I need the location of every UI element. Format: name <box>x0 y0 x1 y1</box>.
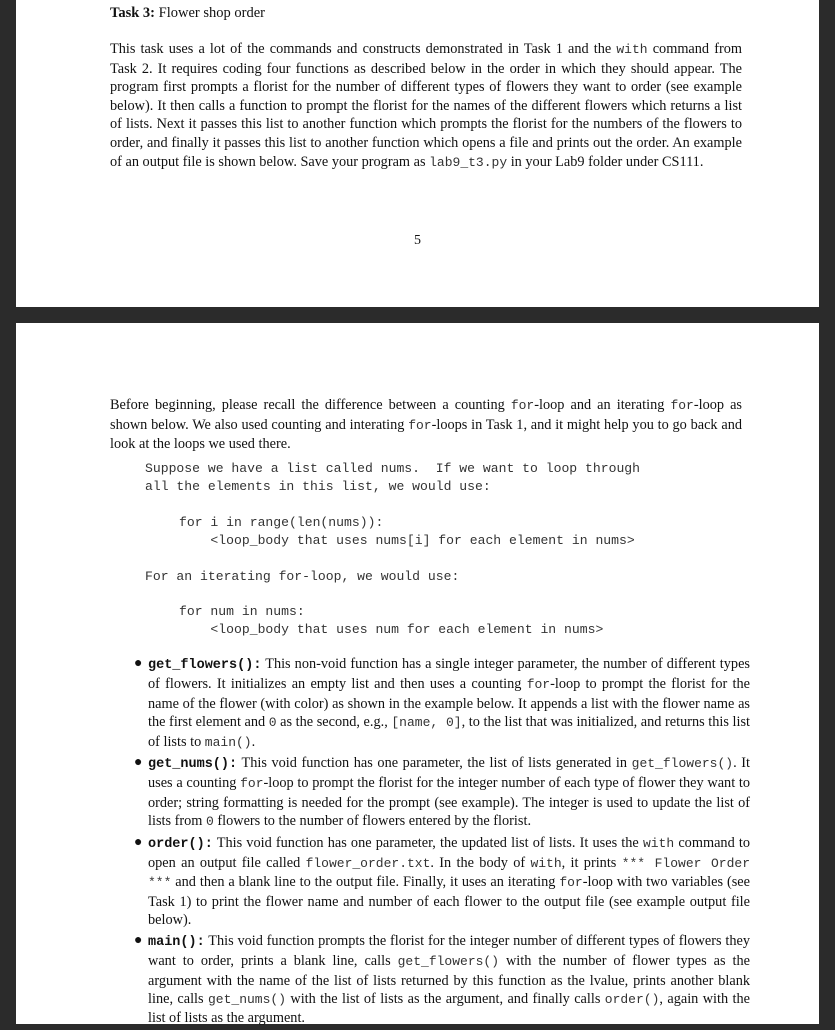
text-run: as the second, e.g., <box>276 714 392 731</box>
task-description <box>110 40 742 172</box>
inline-code: with <box>616 42 648 57</box>
bullet-text <box>148 933 750 1027</box>
function-name: main(): <box>148 934 205 950</box>
text-run: flowers to the number of flowers entered by the florist. <box>213 813 532 830</box>
task-name: Flower shop order <box>155 5 265 21</box>
text-run: This void function has one parameter, the list of lists generated in <box>237 755 632 772</box>
inline-code: 0 <box>268 715 277 731</box>
bullet-dot: ● <box>134 755 143 771</box>
text-run: This void function prompts the florist for the integer number of different types of flowers they want to order, prints a blank line, calls <box>148 932 750 970</box>
bullet-text <box>148 656 750 750</box>
inline-code: for <box>240 776 264 792</box>
text-run: -loop with two variables (see Task 1) to print the flower name and number of each flower to the output file (see example output file below). <box>148 874 750 929</box>
text-run: -loop and an iterating <box>534 397 671 413</box>
text-run: command to open an output file called <box>148 834 751 872</box>
text-run: -loop to prompt the florist for the name of the flower (with color) as shown in the example below. It appends a list with the flower name as the first element and <box>148 676 750 731</box>
bullet-dot: ● <box>134 656 143 671</box>
inline-code: get_flowers() <box>397 954 500 970</box>
text-run: with the list of lists as the argument, and finally calls <box>286 990 605 1007</box>
inline-code: get_nums() <box>207 991 286 1007</box>
document-page-2 <box>16 323 819 1027</box>
code-block-iterating-intro: For an iterating for-loop, we would use: <box>145 569 460 584</box>
bullet-text <box>148 755 750 829</box>
code-block-counting-loop: for i in range(len(nums)): <loop_body that uses nums[i] for each element in nums> <box>179 515 635 548</box>
text-run: , again with the list of lists as the argument. <box>148 990 750 1027</box>
inline-code: lab9_t3.py <box>429 154 508 170</box>
inline-code: main() <box>204 734 252 750</box>
code-block-intro: Suppose we have a list called nums. If we want to loop through all the elements in this list, we would use: <box>145 461 641 494</box>
text-run: -loop as shown below. We also used counting and interating <box>110 397 742 433</box>
inline-code: [name, 0] <box>391 715 462 731</box>
inline-code: 0 <box>205 814 214 830</box>
text-run: . It uses a counting <box>148 755 750 792</box>
inline-code: with <box>642 835 675 851</box>
text-run: This non-void function has a single integer parameter, the number of different types of flowers. It initializes an empty list and then uses a counting <box>148 656 750 693</box>
text-run: -loops in Task 1, and it might help you to go back and look at the loops we used there. <box>110 416 742 453</box>
text-run: This task uses a lot of the commands and constructs demonstrated in Task 1 and the <box>110 41 617 57</box>
loop-intro-paragraph <box>110 396 742 454</box>
text-run: , to the list that was initialized, and returns this list of lists to <box>148 714 751 750</box>
task-label: Task 3: <box>110 5 156 21</box>
inline-code: for <box>408 417 432 433</box>
bullet-order <box>110 834 750 930</box>
page-number: 5 <box>414 233 421 248</box>
inline-code: flower_order.txt <box>305 856 431 872</box>
inline-code: for <box>510 398 535 413</box>
inline-code: for <box>526 677 551 693</box>
text-run: , it prints <box>561 855 622 872</box>
task-heading <box>110 5 265 22</box>
inline-code: for <box>670 398 694 413</box>
bullet-dot: ● <box>134 932 143 948</box>
function-list <box>110 655 750 1030</box>
bullet-get-nums <box>110 754 750 832</box>
text-run: -loop to prompt the florist for the integer number of each type of flower they want to order; string formatting is needed for the prompt (see example). The integer is used to update the list of lists from <box>148 775 750 830</box>
inline-code: with <box>530 856 562 872</box>
text-run: . <box>251 733 256 750</box>
text-run: with the number of flower types as the argument with the name of the list of lists returned by this function as the lvalue, prints another blank line, calls <box>148 953 750 1007</box>
text-run: and then a blank line to the output file. Finally, it uses an iterating <box>171 874 560 891</box>
inline-code: order() <box>604 991 660 1007</box>
inline-code: *** Flower Order *** <box>148 856 750 891</box>
function-name: get_nums(): <box>148 757 238 773</box>
function-name: order(): <box>148 836 213 852</box>
bullet-get-flowers <box>110 655 750 752</box>
code-block-iterating-loop: for num in nums: <loop_body that uses num for each element in nums> <box>179 604 604 637</box>
text-run: . In the body of <box>430 855 531 872</box>
bullet-main <box>110 932 750 1028</box>
document-page-1 <box>16 0 819 307</box>
bullet-text <box>148 835 750 929</box>
function-name: get_flowers(): <box>148 658 262 673</box>
bullet-dot: ● <box>134 834 143 850</box>
text-run: This void function has one parameter, the updated list of lists. It uses the <box>212 834 643 851</box>
inline-code: get_flowers() <box>631 756 734 772</box>
inline-code: for <box>559 875 583 891</box>
text-run: Before beginning, please recall the difference between a counting <box>110 397 511 413</box>
text-run: command from Task 2. It requires coding four functions as described below in the order in which they should appear. The program first prompts a florist for the number of different types of flowers they want to order (see example below). It then calls a function to prompt the florist for the names of the different flowers which returns a list of lists. Next it passes this list to another function which prompts the florist for the numbers of the flowers to order, and finally it passes this list to another function which opens a file and prints out the order. An example of an output file is shown below. Save your program as <box>110 41 742 170</box>
text-run: in your Lab9 folder under CS111. <box>507 153 704 170</box>
